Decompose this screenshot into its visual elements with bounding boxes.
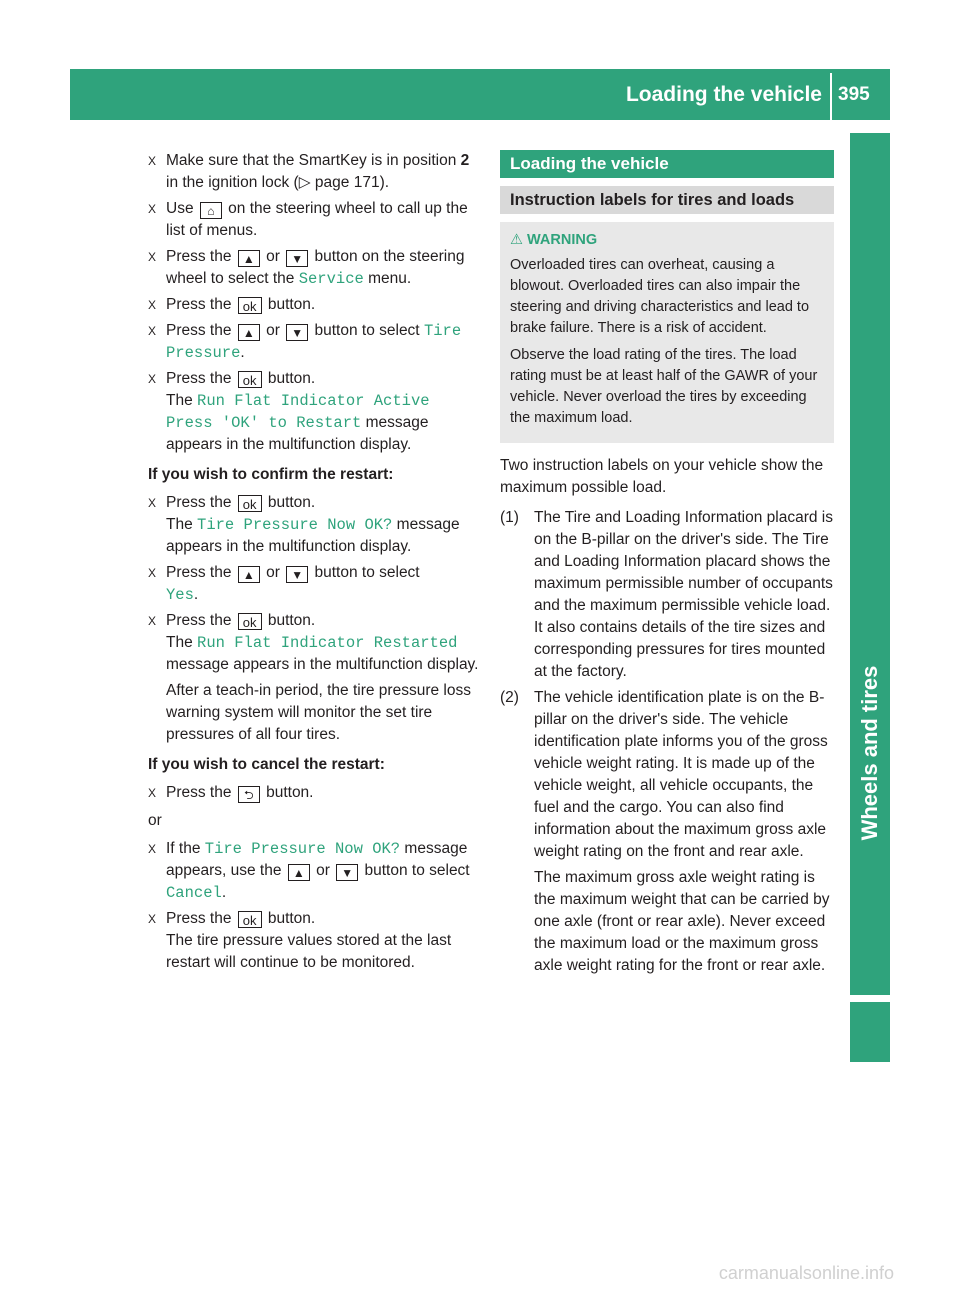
step-note: After a teach-in period, the tire pressure loss warning system will monitor the set tire pressures of all four tires. [166,682,471,743]
list-number: (2) [500,689,519,706]
step-arrow-icon: X [148,496,157,510]
subheading-cancel: If you wish to cancel the restart: [148,756,385,773]
step-arrow-icon: X [148,786,157,800]
ok-button-icon: ok [238,297,262,314]
step-press-ok: X Press the ok button. [148,296,316,314]
page-number: 395 [838,84,870,105]
list-number: (1) [500,509,519,526]
or-text: or [148,812,162,829]
section-title: Loading the vehicle [500,150,834,178]
ok-button-icon: ok [238,613,262,630]
step-arrow-icon: X [148,298,157,312]
step-note: The Tire Pressure Now OK? message appears in the multifunction display. [166,516,460,555]
warning-box [500,222,834,443]
down-arrow-icon: ▼ [286,324,308,341]
step-home-menu: X Use ⌂ on the steering wheel to call up the list of menus. [148,200,468,239]
page-title: Loading the vehicle [625,83,822,106]
step-arrow-icon: X [148,372,157,386]
warning-text: Observe the load rating of the tires. The load rating must be at least half of the GAWR of your vehicle. Never overload the tires by exceeding the maximum load. [510,347,818,426]
back-icon: ⮌ [238,786,260,803]
display-text: Press 'OK' to Restart [166,414,362,432]
step-press-ok-active: X Press the ok button. The Run Flat Indicator Active Press 'OK' to Restart message appears in the multifunction display. [148,368,482,456]
up-arrow-icon: ▲ [238,324,260,341]
side-tab-label: Wheels and tires [857,665,882,841]
display-text: Tire Pressure [166,322,462,362]
step-select-yes: X Press the ▲ or ▼ button to select Yes. [148,564,420,604]
ok-button-icon: ok [238,911,262,928]
step-press-back: X Press the ⮌ button. [148,784,314,802]
step-arrow-icon: X [148,154,157,168]
display-text: Run Flat Indicator Restarted [197,634,458,652]
intro-text: Two instruction labels on your vehicle show the maximum possible load. [500,457,824,496]
step-arrow-icon: X [148,912,157,926]
step-arrow-icon: X [148,566,157,580]
watermark: carmanualsonline.info [718,1263,894,1283]
warning-text: Overloaded tires can overheat, causing a blowout. Overloaded tires can also impair the steering and driving characteristics and lead to brake failure. There is a risk of accident. [510,257,810,336]
display-text: Cancel [166,884,222,902]
step-select-cancel: X If the Tire Pressure Now OK? message appears, use the ▲ or ▼ button to select Cancel. [148,840,470,902]
left-column [148,150,482,978]
page-ref-icon: ▷ [298,174,311,191]
step-arrow-icon: X [148,202,157,216]
step-select-tire-pressure: X Press the ▲ or ▼ button to select Tire Pressure. [148,322,462,362]
subheading-confirm: If you wish to confirm the restart: [148,466,394,483]
list-item-id-plate [500,687,834,977]
up-arrow-icon: ▲ [288,864,310,881]
list-text: The Tire and Loading Information placard is on the B-pillar on the driver's side. The Tire and Loading Information placard shows the maximum permissible number of occupants and the maximum permissible vehicle load. It also contains details of the tire sizes and corresponding pressures for tires mounted at the factory. [534,509,833,680]
warning-icon: ⚠ [510,232,523,248]
display-text: Service [298,270,364,288]
step-arrow-icon: X [148,324,157,338]
ok-button-icon: ok [238,495,262,512]
list-text: The vehicle identification plate is on the B-pillar on the driver's side. The vehicle identification plate informs you of the gross vehicle weight rating. It is made up of the vehicle weight, all vehicle occupants, the fuel and the cargo. You can also find information about the maximum gross axle weight rating on the front and rear axle. [534,689,828,860]
ok-button-icon: ok [238,371,262,388]
up-arrow-icon: ▲ [238,250,260,267]
subsection-title: Instruction labels for tires and loads [500,186,834,214]
display-text: Tire Pressure Now OK? [197,516,393,534]
up-arrow-icon: ▲ [238,566,260,583]
step-note: The tire pressure values stored at the last restart will continue to be monitored. [166,932,452,971]
display-text: Yes [166,586,194,604]
list-item-placard [500,507,834,683]
step-select-service: X Press the ▲ or ▼ button on the steering wheel to select the Service menu. [148,248,465,288]
step-restarted: X Press the ok button. The Run Flat Indicator Restarted message appears in the multifunction display. After a teach-in period, the tire pressure loss warning system will monitor the set tire pressures of all four tires. [148,610,482,746]
down-arrow-icon: ▼ [286,250,308,267]
display-text: Tire Pressure Now OK? [204,840,401,858]
step-arrow-icon: X [148,250,157,264]
step-smartkey: X Make sure that the SmartKey is in position 2 in the ignition lock (▷ page 171). [148,152,470,191]
down-arrow-icon: ▼ [336,864,358,881]
step-note: The Run Flat Indicator Active Press 'OK' to Restart message appears in the multifunction display. [166,392,430,453]
step-note: The Run Flat Indicator Restarted message appears in the multifunction display. [166,634,479,673]
home-icon: ⌂ [200,202,222,219]
header-separator [830,73,832,120]
step-final-ok: X Press the ok button. The tire pressure values stored at the last restart will continue to be monitored. [148,908,482,974]
step-arrow-icon: X [148,614,157,628]
down-arrow-icon: ▼ [286,566,308,583]
warning-heading: ⚠ WARNING [510,232,598,248]
step-arrow-icon: X [148,842,157,856]
list-text: The maximum gross axle weight rating is the maximum weight that can be carried by one axle (front or rear axle). Never exceed the maximum load or the maximum gross axle weight rating for the front or rear axle. [534,869,830,974]
step-confirm-ok: X Press the ok button. The Tire Pressure Now OK? message appears in the multifunction display. [148,492,482,558]
side-tab [850,133,890,995]
side-tab-marker [850,1002,890,1062]
display-text: Run Flat Indicator Active [197,392,430,410]
right-column [500,150,834,981]
